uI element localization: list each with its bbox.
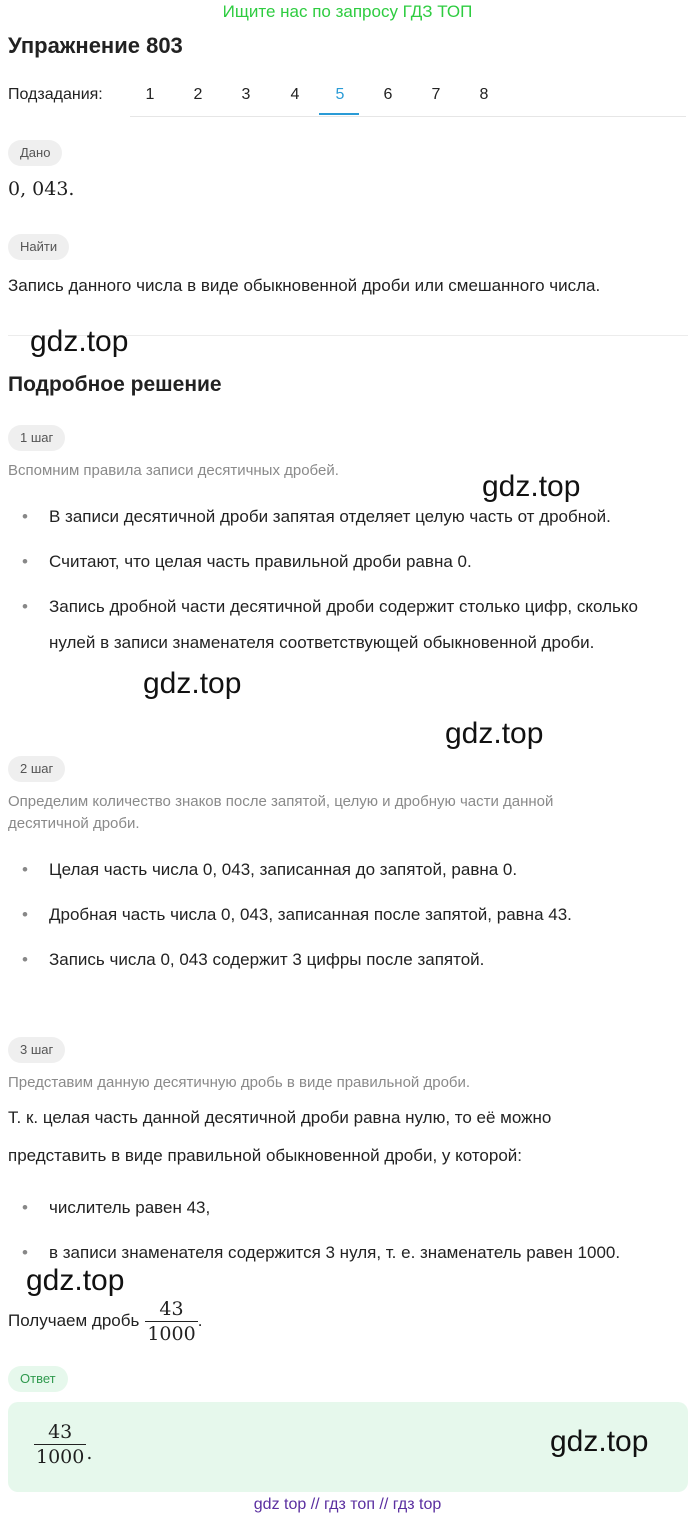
fraction-numerator: 43 — [159, 1297, 184, 1320]
bullet-dot: • — [22, 507, 28, 526]
step1-badge: 1 шаг — [8, 425, 65, 451]
bullet-dot: • — [22, 1198, 28, 1217]
step3-line1: Т. к. целая часть данной десятичной дроби равна нулю, то её можно — [8, 1108, 552, 1127]
step2-hint: Определим количество знаков после запятой, целую и дробную части данной десятичной дроби. — [8, 793, 554, 832]
answer-box — [8, 1402, 688, 1492]
tab-5[interactable]: 5 — [335, 86, 345, 103]
watermark: gdz.top — [445, 717, 544, 750]
bullet-text: Целая часть числа 0, 043, записанная до запятой, равна 0. — [49, 860, 518, 879]
fraction-denominator: 1000 — [36, 1446, 85, 1468]
given-badge: Дано — [8, 140, 62, 166]
bullet-text: Дробная часть числа 0, 043, записанная после запятой, равна 43. — [49, 905, 572, 924]
bullet-dot: • — [22, 860, 28, 879]
bullet-dot: • — [22, 1243, 28, 1262]
tab-4[interactable]: 4 — [290, 86, 300, 103]
fraction-numerator: 43 — [48, 1421, 73, 1443]
answer-value — [34, 1420, 92, 1469]
fraction-denominator: 1000 — [147, 1322, 196, 1345]
bullet-dot: • — [22, 552, 28, 571]
bullet-text: В записи десятичной дроби запятая отделяет целую часть от дробной. — [49, 507, 611, 526]
bullet-text: Запись числа 0, 043 содержит 3 цифры после запятой. — [49, 950, 485, 969]
watermark: gdz.top — [30, 325, 129, 358]
bullet-dot: • — [22, 597, 28, 616]
tab-1[interactable]: 1 — [145, 86, 155, 103]
step3-result — [8, 1293, 202, 1349]
watermark: gdz.top — [482, 470, 581, 503]
step3-hint: Представим данную десятичную дробь в виде правильной дроби. — [8, 1074, 471, 1091]
tab-8[interactable]: 8 — [479, 86, 489, 103]
step3-badge: 3 шаг — [8, 1037, 65, 1063]
step1-hint: Вспомним правила записи десятичных дробей. — [8, 462, 339, 479]
watermark: gdz.top — [26, 1264, 125, 1297]
tab-7[interactable]: 7 — [431, 86, 441, 103]
result-fraction — [145, 1297, 197, 1346]
bullet-text: Считают, что целая часть правильной дроби равна 0. — [49, 552, 472, 571]
footer-links[interactable]: gdz top // гдз топ // гдз top — [253, 1496, 442, 1513]
bullet-text: числитель равен 43, — [49, 1198, 211, 1217]
result-prefix: Получаем дробь — [8, 1311, 140, 1330]
watermark: gdz.top — [550, 1425, 649, 1458]
bullet-text: Запись дробной части десятичной дроби содержит столько цифр, сколько нулей в записи знаменателя соответствующей обыкновенной дроби. — [49, 597, 638, 652]
step2-badge: 2 шаг — [8, 756, 65, 782]
step3-line2: представить в виде правильной обыкновенной дроби, у которой: — [8, 1146, 523, 1165]
answer-suffix: . — [86, 1441, 93, 1464]
result-suffix: . — [197, 1311, 203, 1330]
find-text: Запись данного числа в виде обыкновенной дроби или смешанного числа. — [8, 276, 601, 295]
given-value: 0, 043. — [8, 178, 75, 200]
watermark: gdz.top — [143, 667, 242, 700]
page-title: Упражнение 803 — [8, 33, 183, 58]
bullet-dot: • — [22, 950, 28, 969]
bullet-text: в записи знаменателя содержится 3 нуля, т. е. знаменатель равен 1000. — [49, 1243, 621, 1262]
subtask-tabs — [130, 80, 686, 117]
active-tab-indicator — [319, 113, 359, 115]
bullet-dot: • — [22, 905, 28, 924]
subtasks-label: Подзадания: — [8, 86, 103, 103]
tab-6[interactable]: 6 — [383, 86, 393, 103]
answer-badge: Ответ — [8, 1366, 68, 1392]
tab-2[interactable]: 2 — [193, 86, 203, 103]
tab-3[interactable]: 3 — [241, 86, 251, 103]
solution-heading: Подробное решение — [8, 373, 222, 396]
answer-fraction — [34, 1420, 86, 1469]
find-badge: Найти — [8, 234, 69, 260]
promo-banner[interactable]: Ищите нас по запросу ГДЗ ТОП — [222, 2, 473, 21]
